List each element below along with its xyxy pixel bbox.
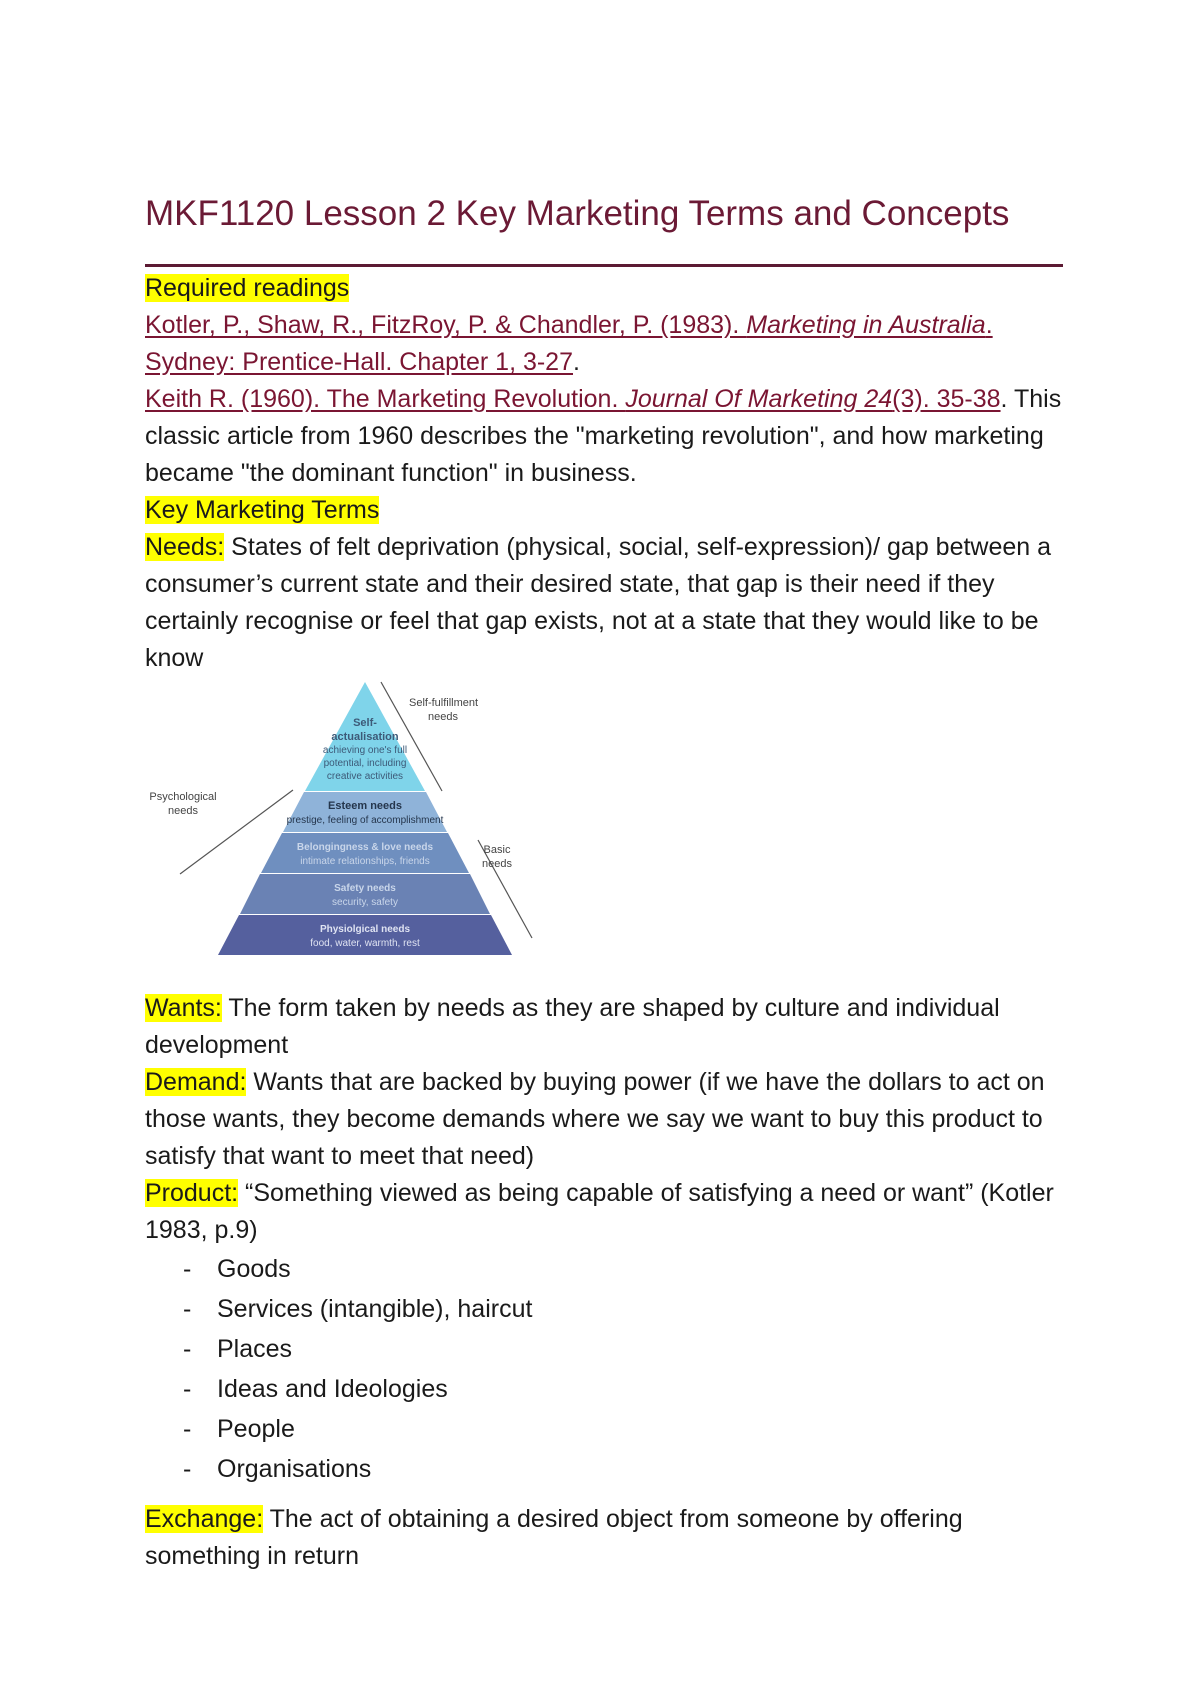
maslow-pyramid: [145, 678, 1065, 990]
pyramid-level-physiological: [218, 915, 512, 955]
label-basic-1: Basic: [483, 844, 511, 856]
pyramid-level-safety: [240, 874, 490, 914]
document-body: [145, 270, 1065, 1575]
level-1-desc-2: potential, including: [323, 758, 407, 769]
level-1-title-1: Self-: [353, 717, 377, 729]
level-2-title: Esteem needs: [328, 800, 402, 812]
label-self-fulfilment-1: Self-fulfillment: [409, 697, 479, 709]
level-4-desc: security, safety: [332, 897, 398, 908]
term-wants: Wants: The form taken by needs as they are shaped by culture and individual development: [145, 994, 1000, 1059]
pyramid-level-belonging: [261, 833, 469, 873]
readings-heading: Required readings: [145, 274, 350, 302]
label-self-fulfilment-2: needs: [428, 711, 458, 723]
list-item: - People: [183, 1415, 295, 1443]
list-item: - Ideas and Ideologies: [183, 1375, 448, 1403]
term-needs: Needs: States of felt deprivation (physical, social, self-expression)/ gap between a consumer’s current state and their desired state, that gap is their need if they certainly recognise or feel that gap exists, not at a state that they would like to be know: [145, 533, 1052, 672]
reference-keith-link[interactable]: Keith R. (1960). The Marketing Revolution. Journal Of Marketing 24(3). 35-38: [145, 385, 1001, 413]
key-terms-heading: Key Marketing Terms: [145, 496, 380, 524]
maslow-pyramid-graphic: [145, 678, 705, 990]
title-rule: [145, 264, 1063, 267]
label-psychological-1: Psychological: [149, 791, 217, 803]
product-types-list: [145, 1249, 1065, 1489]
level-5-desc: food, water, warmth, rest: [310, 938, 420, 949]
list-item: - Goods: [183, 1255, 291, 1283]
label-psychological-2: needs: [168, 805, 198, 817]
level-2-desc: prestige, feeling of accomplishment: [286, 815, 444, 826]
reference-kotler: Kotler, P., Shaw, R., FitzRoy, P. & Chandler, P. (1983). Marketing in Australia. Sydney: Prentice-Hall. Chapter 1, 3-27.: [145, 311, 993, 376]
level-3-title: Belongingness & love needs: [296, 842, 434, 853]
term-exchange: Exchange: The act of obtaining a desired object from someone by offering something in return: [145, 1505, 963, 1570]
reference-keith: Keith R. (1960). The Marketing Revolution. Journal Of Marketing 24(3). 35-38. This classic article from 1960 describes the "marketing revolution", and how marketing became "the dominant function" in business.: [145, 385, 1062, 487]
level-1-desc-1: achieving one's full: [322, 745, 408, 756]
pyramid-level-esteem: [283, 792, 447, 832]
page-title: MKF1120 Lesson 2 Key Marketing Terms and Concepts: [145, 194, 1010, 233]
reference-kotler-link[interactable]: Kotler, P., Shaw, R., FitzRoy, P. & Chandler, P. (1983). Marketing in Australia. Sydney: Prentice-Hall. Chapter 1, 3-27: [145, 311, 993, 376]
level-5-title: Physiolgical needs: [319, 924, 411, 935]
list-item: - Organisations: [183, 1455, 372, 1483]
level-1-title-2: actualisation: [331, 731, 399, 743]
level-1-desc-3: creative activities: [326, 771, 404, 782]
term-product: Product: “Something viewed as being capable of satisfying a need or want” (Kotler 1983, p.9): [145, 1179, 1054, 1244]
list-item: - Places: [183, 1335, 293, 1363]
level-3-desc: intimate relationships, friends: [300, 856, 430, 867]
list-item: - Services (intangible), haircut: [183, 1295, 533, 1323]
term-demand: Demand: Wants that are backed by buying power (if we have the dollars to act on those wants, they become demands where we say we want to buy this product to satisfy that want to meet that need): [145, 1068, 1045, 1170]
level-4-title: Safety needs: [334, 883, 396, 894]
label-basic-2: needs: [482, 858, 512, 870]
